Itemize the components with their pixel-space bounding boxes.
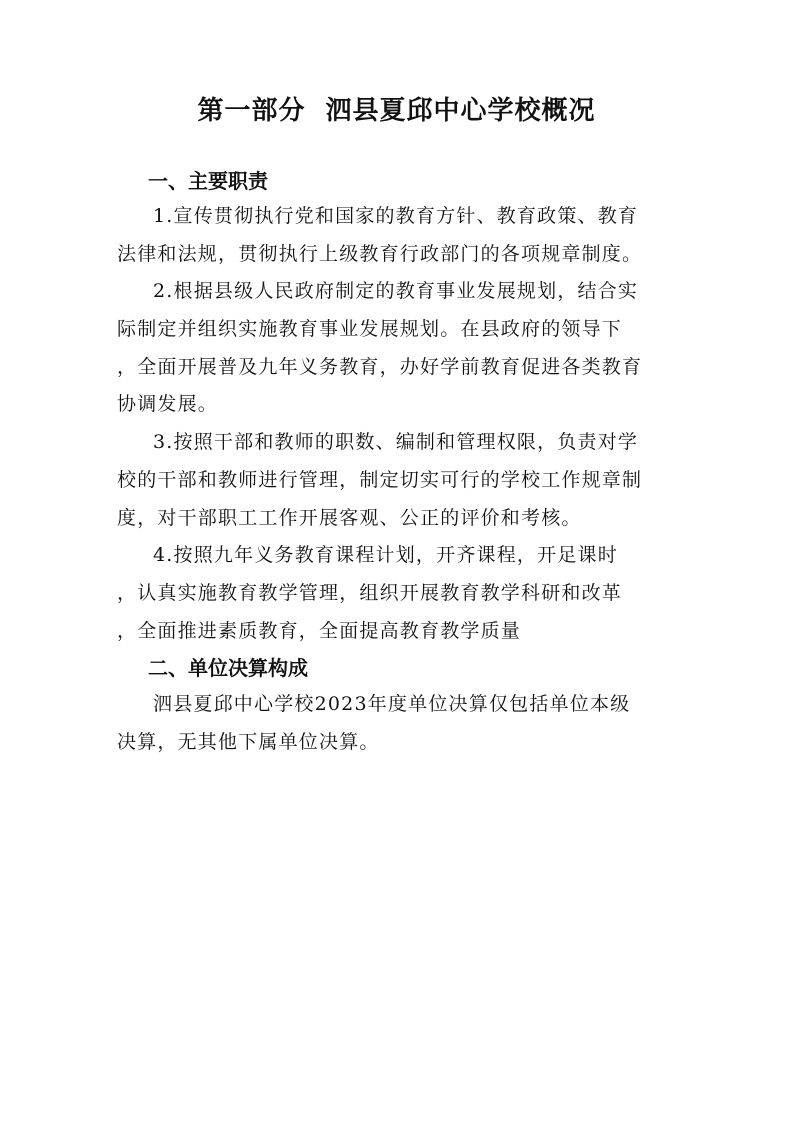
text-line: 决算，无其他下属单位决算。	[117, 730, 380, 753]
text-line: 4.按照九年义务教育课程计划，开齐课程，开足课时	[153, 544, 618, 566]
text-line: 法律和法规，贯彻执行上级教育行政部门的各项规章制度。	[117, 242, 643, 265]
section-heading-responsibilities: 一、主要职责	[148, 169, 268, 193]
text-line: 际制定并组织实施教育事业发展规划。在县政府的领导下	[117, 317, 623, 340]
paragraph-budget-composition	[117, 686, 677, 762]
section-heading-budget-composition: 二、单位决算构成	[148, 656, 308, 680]
text-line: 1.宣传贯彻执行党和国家的教育方针、教育政策、教育	[153, 205, 639, 227]
text-line: 校的干部和教师进行管理，制定切实可行的学校工作规章制	[117, 468, 643, 491]
text-line: ，全面推进素质教育，全面提高教育教学质量	[117, 619, 522, 642]
text-line: 度，对干部职工工作开展客观、公正的评价和考核。	[117, 506, 582, 529]
text-line: 2.根据县级人民政府制定的教育事业发展规划，结合实	[153, 280, 639, 302]
text-line: ，认真实施教育教学管理，组织开展教育教学科研和改革	[117, 581, 623, 604]
paragraph-responsibility-4	[117, 537, 677, 650]
text-line: 3.按照干部和教师的职数、编制和管理权限，负责对学	[153, 431, 639, 453]
text-line: ，全面开展普及九年义务教育，办好学前教育促进各类教育	[117, 355, 643, 378]
text-line: 泗县夏邱中心学校2023年度单位决算仅包括单位本级	[153, 693, 631, 715]
text-line: 协调发展。	[117, 393, 219, 416]
paragraph-responsibility-3	[117, 424, 677, 537]
paragraph-responsibility-1	[117, 198, 677, 274]
paragraph-responsibility-2	[117, 273, 677, 424]
page-title: 第一部分 泗县夏邱中心学校概况	[197, 96, 596, 126]
